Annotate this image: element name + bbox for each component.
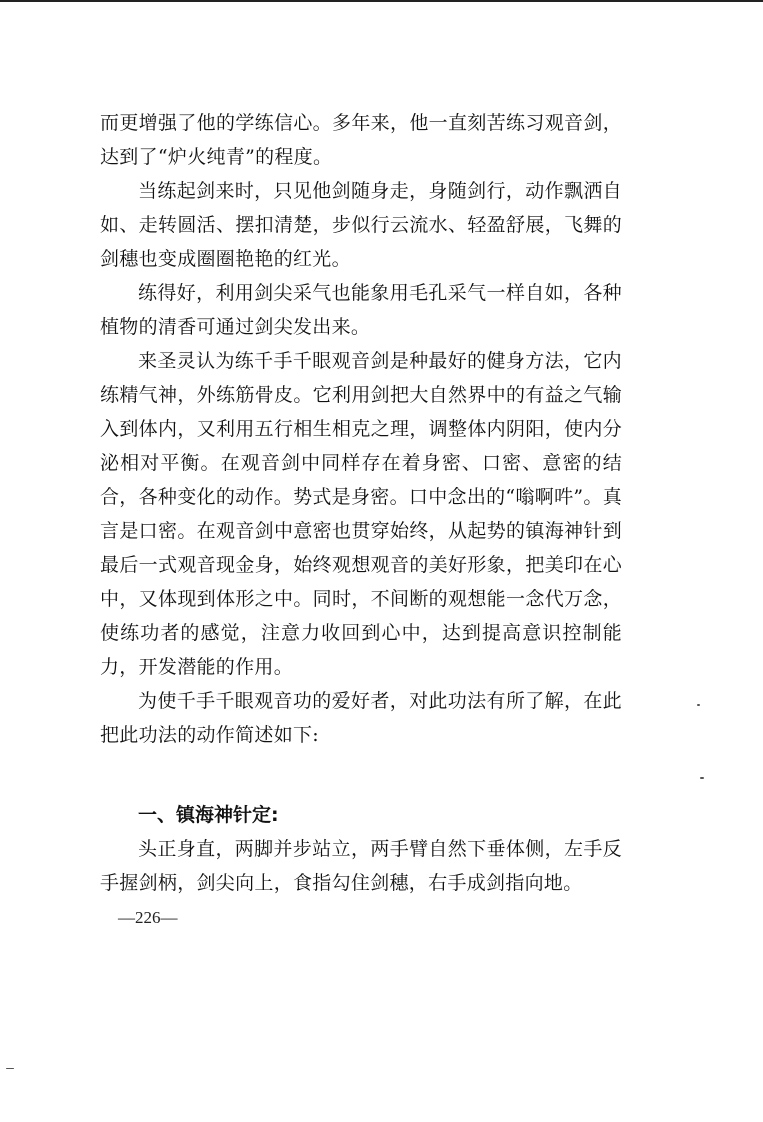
scan-speck [697, 704, 700, 706]
paragraph-1: 而更增强了他的学练信心。多年来，他一直刻苦练习观音剑，达到了“炉火纯青”的程度。 [100, 112, 622, 168]
paragraph-3: 练得好，利用剑尖采气也能象用毛孔采气一样自如，各种植物的清香可通过剑尖发出来。 [100, 282, 622, 338]
page-body [100, 106, 622, 900]
paragraph-2: 当练起剑来时，只见他剑随身走，身随剑行，动作飘洒自如、走转圆活、摆扣清楚，步似行云流水、轻盈舒展，飞舞的剑穗也变成圈圈艳艳的红光。 [100, 180, 622, 270]
page-number: —226— [118, 908, 178, 927]
scan-speck [700, 777, 704, 779]
paragraph-5: 为使千手千眼观音功的爱好者，对此功法有所了解，在此把此功法的动作简述如下: [100, 690, 622, 746]
scan-speck [6, 1068, 14, 1069]
top-border-line [0, 0, 763, 2]
section-heading: 一、镇海神针定: [138, 804, 279, 826]
section-paragraph: 头正身直，两脚并步站立，两手臂自然下垂体侧，左手反手握剑柄，剑尖向上，食指勾住剑穗，右手成剑指向地。 [100, 838, 622, 894]
paragraph-4: 来圣灵认为练千手千眼观音剑是种最好的健身方法，它内练精气神，外练筋骨皮。它利用剑把大自然界中的有益之气输入到体内，又利用五行相生相克之理，调整体内阴阳，使内分泌相对平衡。在观音剑中同样存在着身密、口密、意密的结合，各种变化的动作。势式是身密。口中念出的“嗡啊吽”。真言是口密。在观音剑中意密也贯穿始终，从起势的镇海神针到最后一式观音现金身，始终观想观音的美好形象，把美印在心中，又体现到体形之中。同时，不间断的观想能一念代万念，使练功者的感觉，注意力收回到心中，达到提高意识控制能力，开发潜能的作用。 [100, 350, 622, 678]
